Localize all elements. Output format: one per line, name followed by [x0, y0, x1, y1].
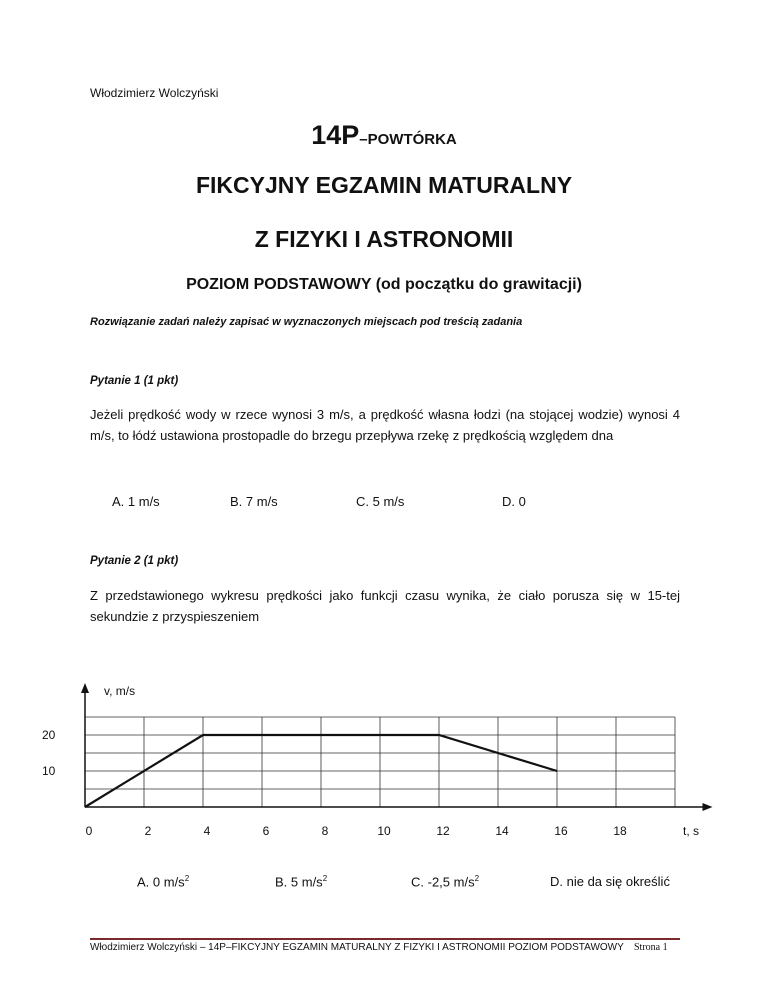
- data-point: [439, 735, 440, 736]
- y-axis-arrow: [81, 683, 89, 693]
- data-point: [557, 771, 558, 772]
- page-number: Strona 1: [634, 942, 668, 953]
- question1-answer-d: D. 0: [502, 494, 526, 509]
- y-axis-label: v, m/s: [104, 684, 136, 698]
- question1-answer-b: B. 7 m/s: [230, 494, 278, 509]
- data-point: [203, 735, 204, 736]
- x-tick-label: 18: [613, 824, 627, 838]
- exam-subject: Z FIZYKI I ASTRONOMII: [254, 226, 514, 252]
- instruction-text: Rozwiązanie zadań należy zapisać w wyznaczonych miejscach pod treścią zadania: [90, 316, 523, 328]
- question2-text: Z przedstawionego wykresu prędkości jako funkcji czasu wynika, że ciało porusza się w 15-tej sekundzie z przyspieszeniem: [90, 588, 680, 624]
- x-tick-label: 2: [144, 824, 152, 838]
- question2-answer-d: D. nie da się określić: [550, 874, 670, 889]
- x-tick-label: 12: [436, 824, 450, 838]
- x-axis-arrow: [703, 803, 713, 811]
- x-tick-label: 10: [377, 824, 391, 838]
- chart-labels: [42, 684, 699, 838]
- question1-title: Pytanie 1 (1 pkt): [90, 375, 179, 387]
- answer-a-exponent: 2: [184, 874, 190, 883]
- answer-c-text: C. -2,5 m/s: [411, 874, 475, 890]
- document-code-number: 14P: [311, 120, 360, 150]
- answer-a-text: A. 0 m/s: [137, 874, 185, 890]
- question1-text: Jeżeli prędkość wody w rzece wynosi 3 m/s, a prędkość własna łodzi (na stojącej wodzie) wynosi 4 m/s, to łódź ustawiona prostopadle do brzegu przepływa rzekę z prędkością względem dna: [90, 407, 680, 443]
- question2-title: Pytanie 2 (1 pkt): [90, 555, 179, 567]
- data-point: [85, 807, 86, 808]
- x-tick-label: 6: [262, 824, 270, 838]
- chart-grid: [85, 717, 675, 807]
- x-tick-label: 14: [495, 824, 509, 838]
- exam-level: POZIOM PODSTAWOWY (od początku do grawitacji): [186, 276, 582, 293]
- x-tick-label: 16: [554, 824, 568, 838]
- x-tick-label: 8: [321, 824, 329, 838]
- answer-b-exponent: 2: [322, 874, 328, 883]
- x-axis-label: t, s: [683, 824, 700, 838]
- author-name: Włodzimierz Wolczyński: [90, 86, 219, 100]
- chart-axes: [81, 683, 713, 811]
- x-tick-label: 4: [203, 824, 211, 838]
- exam-title: FIKCYJNY EGZAMIN MATURALNY: [195, 172, 573, 198]
- answer-c-exponent: 2: [474, 874, 480, 883]
- document-code-suffix: –POWTÓRKA: [359, 131, 457, 148]
- question2-answer-b: [275, 874, 327, 889]
- question1-answer-a: A. 1 m/s: [112, 494, 160, 509]
- y-tick-label: 20: [42, 728, 56, 742]
- question1-answer-c: C. 5 m/s: [356, 494, 405, 509]
- x-tick-label: 0: [85, 824, 93, 838]
- footer-text: Włodzimierz Wolczyński – 14P–FIKCYJNY EGZAMIN MATURALNY Z FIZYKI I ASTRONOMII POZIOM PODSTAWOWY: [90, 942, 624, 953]
- question2-answer-c: [411, 874, 479, 889]
- footer-divider: [90, 938, 680, 940]
- answer-b-text: B. 5 m/s: [275, 874, 323, 890]
- question2-answer-a: [137, 874, 189, 889]
- y-tick-label: 10: [42, 764, 56, 778]
